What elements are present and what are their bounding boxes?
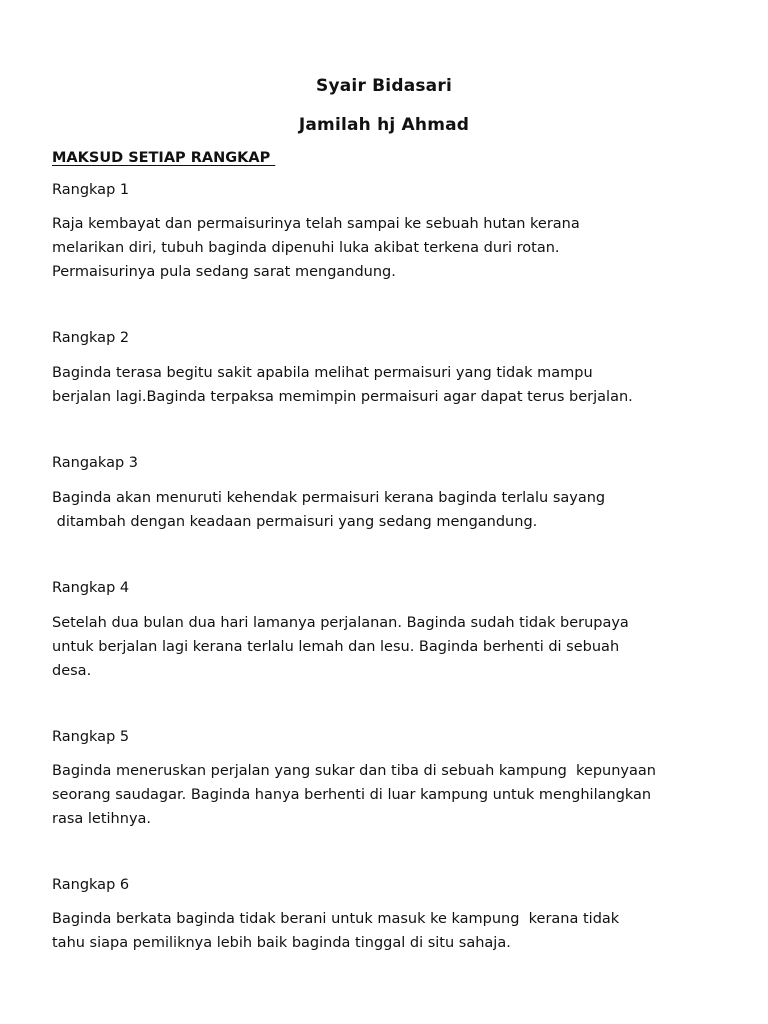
stanza-line: desa. bbox=[52, 663, 92, 679]
stanza-label: Rangkap 5 bbox=[52, 729, 130, 745]
stanza-text bbox=[52, 212, 732, 284]
stanza-label: Rangkap 2 bbox=[52, 330, 130, 346]
section-heading: MAKSUD SETIAP RANGKAP bbox=[52, 150, 276, 166]
document-author: Jamilah hj Ahmad bbox=[298, 115, 470, 135]
stanza-text bbox=[52, 486, 732, 534]
stanza-line: Baginda meneruskan perjalan yang sukar dan tiba di sebuah kampung kepunyaan bbox=[52, 763, 656, 779]
stanza-line: melarikan diri, tubuh baginda dipenuhi luka akibat terkena duri rotan. bbox=[52, 240, 560, 256]
stanza-line: ditambah dengan keadaan permaisuri yang sedang mengandung. bbox=[52, 514, 538, 530]
stanza-line: seorang saudagar. Baginda hanya berhenti di luar kampung untuk menghilangkan bbox=[52, 787, 652, 803]
stanza-line: Setelah dua bulan dua hari lamanya perjalanan. Baginda sudah tidak berupaya bbox=[52, 615, 629, 631]
stanza-text bbox=[52, 759, 732, 831]
document-title: Syair Bidasari bbox=[316, 76, 452, 96]
stanza-line: Baginda terasa begitu sakit apabila melihat permaisuri yang tidak mampu bbox=[52, 365, 593, 381]
stanza-line: rasa letihnya. bbox=[52, 811, 152, 827]
stanza-label: Rangkap 4 bbox=[52, 580, 130, 596]
stanza-label: Rangkap 6 bbox=[52, 877, 130, 893]
stanza-label: Rangakap 3 bbox=[52, 455, 138, 471]
stanza-line: Permaisurinya pula sedang sarat mengandung. bbox=[52, 264, 396, 280]
stanza-line: tahu siapa pemiliknya lebih baik baginda tinggal di situ sahaja. bbox=[52, 935, 511, 951]
stanza-line: untuk berjalan lagi kerana terlalu lemah dan lesu. Baginda berhenti di sebuah bbox=[52, 639, 620, 655]
stanza-line: berjalan lagi.Baginda terpaksa memimpin permaisuri agar dapat terus berjalan. bbox=[52, 389, 633, 405]
stanza-text bbox=[52, 361, 732, 409]
stanza-line: Raja kembayat dan permaisurinya telah sampai ke sebuah hutan kerana bbox=[52, 216, 580, 232]
stanza-text bbox=[52, 907, 732, 955]
stanza-label: Rangkap 1 bbox=[52, 182, 130, 198]
stanza-line: Baginda akan menuruti kehendak permaisuri kerana baginda terlalu sayang bbox=[52, 490, 606, 506]
stanza-line: Baginda berkata baginda tidak berani untuk masuk ke kampung kerana tidak bbox=[52, 911, 620, 927]
stanza-text bbox=[52, 611, 732, 683]
